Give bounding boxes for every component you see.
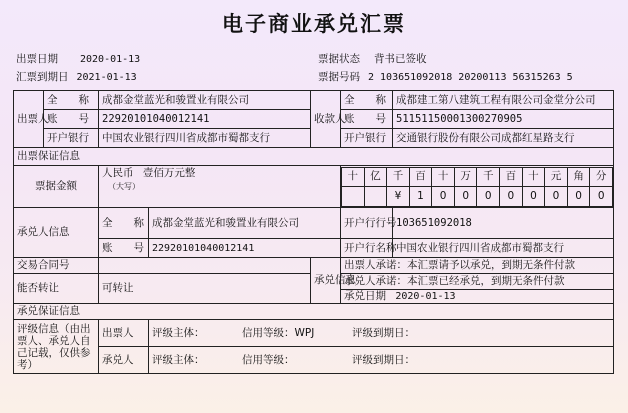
bill-number-label: 票据号码 <box>318 71 360 83</box>
acceptor-account-label: 账 号 <box>99 239 149 257</box>
bill-number-value: 2 103651092018 20200113 56315263 5 <box>368 72 573 83</box>
acceptance-date: 2020-01-13 <box>395 291 456 302</box>
unit-jiao: 角 <box>567 167 590 187</box>
unit-wan: 万 <box>454 167 477 187</box>
unit-qian: 千 <box>387 167 410 187</box>
acceptor-bank-name: 中国农业银行四川省成都市蜀都支行 <box>393 239 614 258</box>
digit: 0 <box>567 187 590 207</box>
bill-number-row <box>318 69 573 84</box>
rating-drawer-subject: 评级主体： <box>152 326 205 339</box>
drawer-name-label: 全 称 <box>44 91 99 110</box>
digit: 0 <box>522 187 545 207</box>
rating-drawer-expiry: 评级到期日： <box>352 326 415 339</box>
bill-title: 电子商业承兑汇票 <box>222 11 406 36</box>
unit-shi-yi: 十 <box>342 167 365 187</box>
digit: 0 <box>454 187 477 207</box>
rating-label: 评级信息（由出票人、承兑人自己记载，仅供参考） <box>14 320 99 374</box>
drawer-promise: 出票人承诺：本汇票请予以承兑，到期无条件付款 <box>341 258 614 274</box>
amount-words: 壹佰万元整 <box>142 167 196 179</box>
due-date-label: 汇票到期日 <box>16 71 69 83</box>
drawer-account-label: 账 号 <box>44 110 99 129</box>
acceptor-name: 成都金堂蓝光和骏置业有限公司 <box>152 216 299 229</box>
rating-acceptor-expiry: 评级到期日： <box>352 353 415 366</box>
digit: ¥ <box>387 187 410 207</box>
payee-name-label: 全 称 <box>341 91 393 110</box>
issue-date-row <box>16 51 140 66</box>
drawer-label: 出票人 <box>14 91 44 148</box>
digit: 0 <box>432 187 455 207</box>
rating-acceptor-level: 信用等级： <box>242 353 295 366</box>
issue-date-value: 2020-01-13 <box>80 54 141 65</box>
rating-acceptor-row <box>99 347 614 374</box>
unit-shi: 十 <box>432 167 455 187</box>
unit-bai: 百 <box>409 167 432 187</box>
digit <box>342 187 365 207</box>
due-date-row <box>16 69 137 84</box>
amount-words-cell <box>99 166 341 208</box>
rating-drawer-level: 信用等级：WPJ <box>242 326 315 339</box>
status-row <box>318 51 427 66</box>
amount-digits-table <box>341 167 613 207</box>
rating-acceptor-party: 承兑人 <box>99 347 149 373</box>
acceptor-label: 承兑人信息 <box>14 208 99 258</box>
payee-account-label: 账 号 <box>341 110 393 129</box>
unit-qian-2: 千 <box>477 167 500 187</box>
drawer-bank-label: 开户银行 <box>44 129 99 148</box>
digit: 0 <box>545 187 568 207</box>
amount-label: 票据金额 <box>14 166 99 208</box>
unit-bai-2: 百 <box>500 167 523 187</box>
acceptor-account: 22920101040012141 <box>152 242 255 254</box>
drawer-guarantee-label: 出票保证信息 <box>14 148 614 166</box>
unit-shi-2: 十 <box>522 167 545 187</box>
drawer-bank: 中国农业银行四川省成都市蜀都支行 <box>99 129 311 148</box>
status-value: 背书已签收 <box>374 53 427 65</box>
digit <box>364 187 387 207</box>
acceptor-bank-name-label: 开户行名称 <box>341 239 393 258</box>
contract-label: 交易合同号 <box>14 258 99 274</box>
drawer-name: 成都金堂蓝光和骏置业有限公司 <box>99 91 311 110</box>
acceptor-bank-no-label: 开户行行号 <box>341 208 393 239</box>
payee-label: 收款人 <box>311 91 341 148</box>
status-label: 票据状态 <box>318 53 360 65</box>
payee-account: 51151150001300270905 <box>393 110 614 129</box>
payee-name: 成都建工第八建筑工程有限公司金堂分公司 <box>393 91 614 110</box>
acceptance-label: 承兑信息 <box>311 258 341 304</box>
acceptance-date-row <box>341 290 614 304</box>
unit-yi: 亿 <box>364 167 387 187</box>
issue-date-label: 出票日期 <box>16 53 58 65</box>
acceptor-account-cell <box>99 239 341 258</box>
due-date-value: 2021-01-13 <box>76 72 137 83</box>
digit: 1 <box>409 187 432 207</box>
bill-table <box>13 90 614 374</box>
acceptance-guarantee-label: 承兑保证信息 <box>14 304 614 320</box>
rating-drawer-row <box>99 320 614 347</box>
drawer-account: 22920101040012141 <box>99 110 311 129</box>
digit: 0 <box>500 187 523 207</box>
contract-value <box>99 258 311 274</box>
unit-fen: 分 <box>590 167 613 187</box>
payee-bank: 交通银行股份有限公司成都红星路支行 <box>393 129 614 148</box>
rating-drawer-party: 出票人 <box>99 320 149 346</box>
amount-digits-cell <box>341 166 614 208</box>
transfer-label: 能否转让 <box>14 274 99 304</box>
digit: 0 <box>477 187 500 207</box>
transfer-value: 可转让 <box>99 274 311 304</box>
acceptor-name-cell <box>99 208 341 239</box>
acceptance-date-label: 承兑日期 <box>344 290 386 302</box>
payee-bank-label: 开户银行 <box>341 129 393 148</box>
rating-acceptor-subject: 评级主体： <box>152 353 205 366</box>
digit: 0 <box>590 187 613 207</box>
acceptor-promise: 承兑人承诺：本汇票已经承兑，到期无条件付款 <box>341 274 614 290</box>
acceptor-bank-no: 103651092018 <box>393 208 614 239</box>
amount-words-note: （大写） <box>108 182 140 191</box>
unit-yuan: 元 <box>545 167 568 187</box>
acceptor-name-label: 全 称 <box>99 208 149 238</box>
amount-currency: 人民币 <box>102 167 134 179</box>
